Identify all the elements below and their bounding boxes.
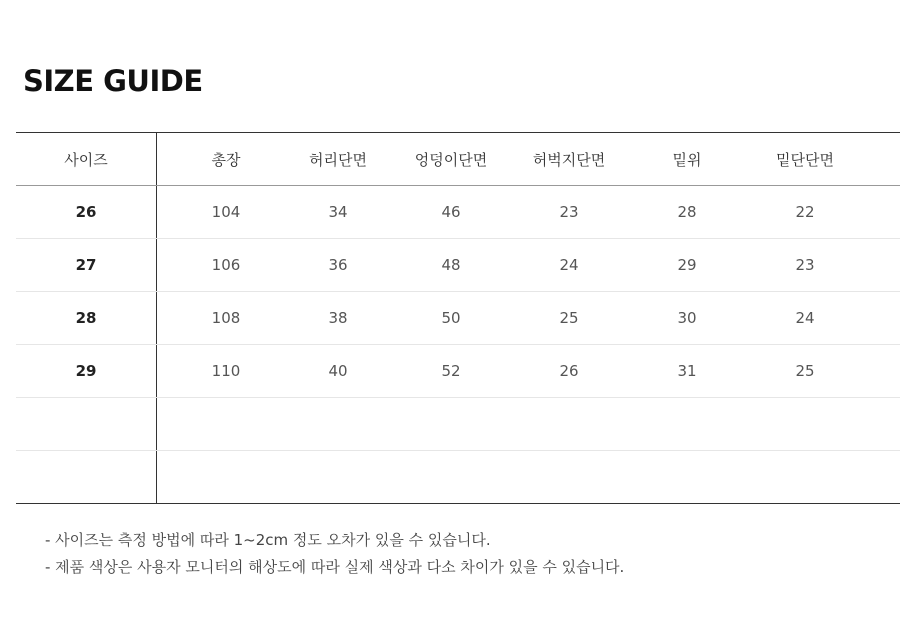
note-measurement: - 사이즈는 측정 방법에 따라 1~2cm 정도 오차가 있을 수 있습니다.: [45, 531, 491, 549]
value-cell: [617, 451, 757, 503]
value-cell: 26: [559, 362, 579, 380]
value-cell: 34: [328, 203, 348, 221]
value-cell: 104: [211, 203, 241, 221]
value-cell: 22: [795, 203, 815, 221]
header-thigh: 허벅지단면: [532, 150, 606, 169]
value-cell: 25: [795, 362, 815, 380]
value-cell: 38: [328, 309, 348, 327]
value-cell: [757, 451, 853, 503]
value-cell: [381, 398, 521, 450]
value-cell: [295, 398, 381, 450]
value-cell: 106: [211, 256, 241, 274]
value-cell: 28: [677, 203, 697, 221]
table-row: [16, 186, 900, 239]
table-row: [16, 292, 900, 345]
value-cell: 23: [559, 203, 579, 221]
header-hip: 엉덩이단면: [414, 150, 488, 169]
value-cell: 110: [211, 362, 241, 380]
header-size: 사이즈: [16, 133, 157, 185]
value-cell: 50: [441, 309, 461, 327]
note-color: - 제품 색상은 사용자 모니터의 해상도에 따라 실제 색상과 다소 차이가 있을 수 있습니다.: [45, 558, 625, 576]
table-row: [16, 345, 900, 398]
table-row-empty: [16, 398, 900, 451]
value-cell: 108: [211, 309, 241, 327]
value-cell: [295, 451, 381, 503]
value-cell: 24: [795, 309, 815, 327]
value-cell: 25: [559, 309, 579, 327]
size-cell: [16, 398, 157, 450]
value-cell: [381, 451, 521, 503]
value-cell: 24: [559, 256, 579, 274]
value-cell: 31: [677, 362, 697, 380]
header-rise: 밑위: [672, 150, 702, 169]
value-cell: 52: [441, 362, 461, 380]
size-table: [16, 132, 900, 504]
page-title: SIZE GUIDE: [23, 64, 203, 98]
value-cell: 48: [441, 256, 461, 274]
size-cell: 27: [16, 239, 157, 291]
value-cell: [521, 398, 617, 450]
size-notes: [45, 527, 624, 581]
value-cell: [157, 398, 295, 450]
value-cell: 46: [441, 203, 461, 221]
size-cell: 28: [16, 292, 157, 344]
value-cell: [757, 398, 853, 450]
header-waist: 허리단면: [309, 150, 367, 169]
size-cell: 29: [16, 345, 157, 397]
value-cell: [617, 398, 757, 450]
header-hem: 밑단단면: [776, 150, 834, 169]
table-row-empty: [16, 451, 900, 503]
table-row: [16, 239, 900, 292]
value-cell: 29: [677, 256, 697, 274]
value-cell: 23: [795, 256, 815, 274]
value-cell: [157, 451, 295, 503]
header-total-length: 총장: [211, 150, 241, 169]
value-cell: 30: [677, 309, 697, 327]
size-cell: 26: [16, 186, 157, 238]
size-cell: [16, 451, 157, 503]
value-cell: 40: [328, 362, 348, 380]
value-cell: [521, 451, 617, 503]
value-cell: 36: [328, 256, 348, 274]
table-header-row: [16, 133, 900, 186]
